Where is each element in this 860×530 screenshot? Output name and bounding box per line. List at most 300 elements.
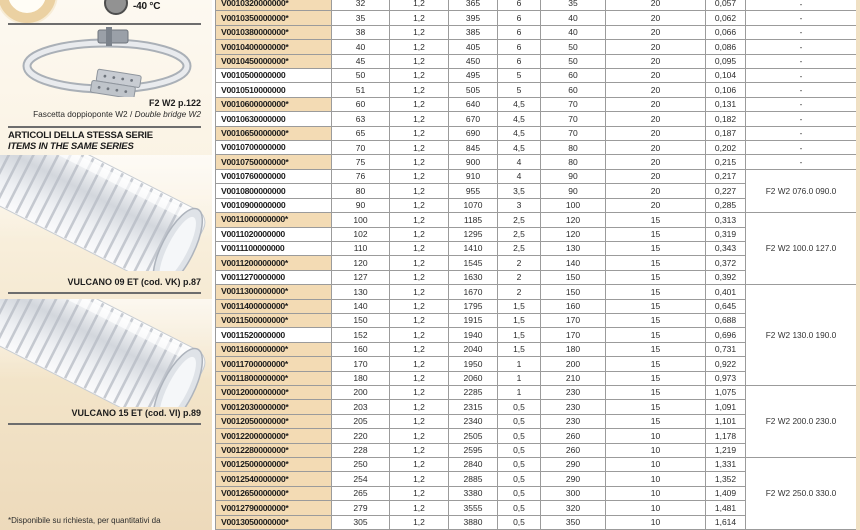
spec-cell: 1,614 — [706, 515, 746, 529]
product-code-cell: V0011520000000 — [216, 328, 332, 342]
spec-cell: 1,2 — [390, 515, 449, 529]
clamp-ref-cell: - — [746, 40, 857, 54]
spec-cell: 1,2 — [390, 126, 449, 140]
product-code-cell: V0010500000000 — [216, 69, 332, 83]
spec-cell: 385 — [449, 25, 498, 39]
spec-cell: 10 — [606, 443, 706, 457]
spec-cell: 910 — [449, 169, 498, 183]
spec-cell: 1,5 — [498, 328, 541, 342]
spec-cell: 0,372 — [706, 256, 746, 270]
spec-cell: 670 — [449, 112, 498, 126]
table-row — [216, 213, 857, 227]
spec-cell: 102 — [332, 227, 390, 241]
spec-cell: 15 — [606, 328, 706, 342]
spec-cell: 100 — [541, 198, 606, 212]
product-code-cell: V0011600000000* — [216, 342, 332, 356]
clamp-ref-cell: - — [746, 54, 857, 68]
spec-cell: 15 — [606, 400, 706, 414]
spec-cell: 230 — [541, 414, 606, 428]
spec-cell: 1,2 — [390, 0, 449, 11]
spec-cell: 20 — [606, 69, 706, 83]
spec-cell: 0,973 — [706, 371, 746, 385]
spec-cell: 1,2 — [390, 429, 449, 443]
spec-cell: 35 — [541, 0, 606, 11]
product-code-cell: V0010400000000* — [216, 40, 332, 54]
spec-cell: 170 — [332, 357, 390, 371]
spec-cell: 4 — [498, 155, 541, 169]
spec-cell: 1,2 — [390, 83, 449, 97]
spec-cell: 0,5 — [498, 443, 541, 457]
spec-cell: 0,5 — [498, 400, 541, 414]
spec-cell: 1940 — [449, 328, 498, 342]
spec-cell: 160 — [332, 342, 390, 356]
spec-cell: 5 — [498, 69, 541, 83]
spec-cell: 45 — [332, 54, 390, 68]
spec-cell: 150 — [541, 270, 606, 284]
spec-cell: 10 — [606, 501, 706, 515]
spec-cell: 20 — [606, 126, 706, 140]
spec-cell: 1,2 — [390, 155, 449, 169]
spec-cell: 80 — [541, 141, 606, 155]
spec-cell: 80 — [332, 184, 390, 198]
spec-cell: 63 — [332, 112, 390, 126]
spec-cell: 15 — [606, 414, 706, 428]
spec-cell: 20 — [606, 25, 706, 39]
spec-cell: 0,688 — [706, 313, 746, 327]
spec-cell: 220 — [332, 429, 390, 443]
product-code-cell: V0012030000000* — [216, 400, 332, 414]
spec-cell: 130 — [541, 241, 606, 255]
spec-cell: 1,2 — [390, 40, 449, 54]
spec-cell: 4,5 — [498, 112, 541, 126]
spec-cell: 1,2 — [390, 328, 449, 342]
spec-cell: 1,2 — [390, 241, 449, 255]
spec-cell: 1,409 — [706, 486, 746, 500]
spec-cell: 230 — [541, 400, 606, 414]
spec-cell: 76 — [332, 169, 390, 183]
spec-cell: 10 — [606, 515, 706, 529]
spec-cell: 20 — [606, 169, 706, 183]
spec-cell: 0,187 — [706, 126, 746, 140]
spec-cell: 3880 — [449, 515, 498, 529]
spec-cell: 90 — [332, 198, 390, 212]
spec-cell: 15 — [606, 342, 706, 356]
spec-cell: 150 — [332, 313, 390, 327]
spec-cell: 0,319 — [706, 227, 746, 241]
spec-cell: 20 — [606, 198, 706, 212]
spec-cell: 845 — [449, 141, 498, 155]
spec-cell: 0,392 — [706, 270, 746, 284]
divider — [8, 423, 201, 425]
rating-ring-icon — [0, 0, 56, 23]
page-margin-strip — [856, 0, 860, 530]
spec-cell: 6 — [498, 40, 541, 54]
product-code-cell: V0010450000000* — [216, 54, 332, 68]
spec-cell: 140 — [332, 299, 390, 313]
spec-cell: 395 — [449, 11, 498, 25]
spec-cell: 1795 — [449, 299, 498, 313]
spec-cell: 0,062 — [706, 11, 746, 25]
spec-cell: 0,104 — [706, 69, 746, 83]
product-code-cell: V0010630000000 — [216, 112, 332, 126]
spec-cell: 0,343 — [706, 241, 746, 255]
spec-cell: 20 — [606, 112, 706, 126]
clamp-caption — [33, 109, 201, 119]
spec-cell: 2 — [498, 270, 541, 284]
spec-cell: 1,2 — [390, 486, 449, 500]
spec-cell: 120 — [541, 227, 606, 241]
product-code-cell: V0010600000000* — [216, 97, 332, 111]
spec-cell: 1,2 — [390, 169, 449, 183]
product-code-cell: V0012500000000* — [216, 458, 332, 472]
product-code-cell: V0011800000000* — [216, 371, 332, 385]
availability-footnote: *Disponibile su richiesta, per quantitativi da — [8, 516, 161, 525]
product-code-cell: V0012650000000* — [216, 486, 332, 500]
spec-cell: 0,202 — [706, 141, 746, 155]
product-code-cell: V0012000000000* — [216, 385, 332, 399]
spec-cell: 1,2 — [390, 371, 449, 385]
product-code-cell: V0011000000000* — [216, 213, 332, 227]
clamp-ref-cell: - — [746, 69, 857, 83]
product-code-cell: V0010900000000 — [216, 198, 332, 212]
clamp-product-image — [8, 27, 206, 97]
spec-cell: 15 — [606, 256, 706, 270]
spec-cell: 35 — [332, 11, 390, 25]
spec-cell: 1 — [498, 357, 541, 371]
spec-cell: 0,086 — [706, 40, 746, 54]
spec-cell: 4,5 — [498, 141, 541, 155]
spec-cell: 2,5 — [498, 241, 541, 255]
spec-cell: 1410 — [449, 241, 498, 255]
spec-table — [215, 0, 857, 530]
spec-cell: 120 — [541, 213, 606, 227]
spec-cell: 0,227 — [706, 184, 746, 198]
product-code-cell: V0012200000000* — [216, 429, 332, 443]
product-code-cell: V0012050000000* — [216, 414, 332, 428]
spec-cell: 60 — [541, 83, 606, 97]
spec-cell: 1,101 — [706, 414, 746, 428]
spec-cell: 640 — [449, 97, 498, 111]
spec-cell: 1295 — [449, 227, 498, 241]
product-code-cell: V0011020000000 — [216, 227, 332, 241]
spec-cell: 2315 — [449, 400, 498, 414]
product-code-cell: V0012790000000* — [216, 501, 332, 515]
spec-cell: 15 — [606, 385, 706, 399]
spec-cell: 3555 — [449, 501, 498, 515]
spec-cell: 20 — [606, 83, 706, 97]
spec-cell: 2 — [498, 256, 541, 270]
spec-cell: 4,5 — [498, 126, 541, 140]
table-row — [216, 385, 857, 399]
spec-cell: 38 — [332, 25, 390, 39]
spec-cell: 203 — [332, 400, 390, 414]
spec-cell: 320 — [541, 501, 606, 515]
spec-cell: 1630 — [449, 270, 498, 284]
spec-cell: 20 — [606, 40, 706, 54]
table-row — [216, 69, 857, 83]
product-code-cell: V0010380000000* — [216, 25, 332, 39]
series-heading-english: ITEMS IN THE SAME SERIES — [8, 141, 134, 152]
spec-cell: 10 — [606, 486, 706, 500]
spec-cell: 75 — [332, 155, 390, 169]
product-code-cell: V0010510000000 — [216, 83, 332, 97]
spec-cell: 0,285 — [706, 198, 746, 212]
spec-cell: 20 — [606, 54, 706, 68]
spec-cell: 2840 — [449, 458, 498, 472]
spec-cell: 1,331 — [706, 458, 746, 472]
spec-cell: 1,2 — [390, 25, 449, 39]
product-code-cell: V0010800000000 — [216, 184, 332, 198]
spec-cell: 20 — [606, 0, 706, 11]
spec-cell: 1,352 — [706, 472, 746, 486]
spec-cell: 15 — [606, 313, 706, 327]
related-item-caption: VULCANO 15 ET (cod. VI) p.89 — [71, 408, 201, 418]
clamp-ref-cell: - — [746, 141, 857, 155]
spec-cell: 40 — [332, 40, 390, 54]
temperature-icon — [104, 0, 128, 15]
spec-cell: 0,401 — [706, 285, 746, 299]
spec-cell: 505 — [449, 83, 498, 97]
spec-cell: 1,2 — [390, 400, 449, 414]
spec-cell: 1,2 — [390, 256, 449, 270]
spec-cell: 0,215 — [706, 155, 746, 169]
spec-cell: 690 — [449, 126, 498, 140]
spec-cell: 3380 — [449, 486, 498, 500]
spec-cell: 1,2 — [390, 198, 449, 212]
spec-cell: 1915 — [449, 313, 498, 327]
spec-cell: 1,219 — [706, 443, 746, 457]
spec-cell: 1,2 — [390, 97, 449, 111]
spec-cell: 1 — [498, 385, 541, 399]
spec-cell: 495 — [449, 69, 498, 83]
spec-cell: 60 — [541, 69, 606, 83]
spec-cell: 150 — [541, 285, 606, 299]
product-code-cell: V0010760000000 — [216, 169, 332, 183]
spec-cell: 250 — [332, 458, 390, 472]
spec-cell: 20 — [606, 11, 706, 25]
series-heading-italian: ARTICOLI DELLA STESSA SERIE — [8, 130, 153, 141]
spec-cell: 1,178 — [706, 429, 746, 443]
product-code-cell: V0011500000000* — [216, 313, 332, 327]
clamp-ref-cell: - — [746, 83, 857, 97]
spec-cell: 1,2 — [390, 270, 449, 284]
spec-cell: 254 — [332, 472, 390, 486]
spec-cell: 0,5 — [498, 414, 541, 428]
spec-cell: 127 — [332, 270, 390, 284]
spec-cell: 0,5 — [498, 515, 541, 529]
spec-cell: 350 — [541, 515, 606, 529]
divider — [8, 23, 201, 25]
table-row — [216, 0, 857, 11]
spec-cell: 0,696 — [706, 328, 746, 342]
spec-cell: 1,2 — [390, 184, 449, 198]
spec-cell: 2285 — [449, 385, 498, 399]
spec-cell: 10 — [606, 429, 706, 443]
spec-cell: 1 — [498, 371, 541, 385]
spec-table-body — [216, 0, 857, 530]
spec-cell: 279 — [332, 501, 390, 515]
spec-cell: 2,5 — [498, 213, 541, 227]
table-row — [216, 285, 857, 299]
spec-cell: 20 — [606, 155, 706, 169]
spec-cell: 40 — [541, 11, 606, 25]
spec-cell: 180 — [332, 371, 390, 385]
clamp-ref-cell: F2 W2 130.0 190.0 — [746, 285, 857, 386]
spec-cell: 130 — [332, 285, 390, 299]
product-code-cell: V0010320000000* — [216, 0, 332, 11]
table-row — [216, 112, 857, 126]
spec-cell: 90 — [541, 184, 606, 198]
spec-cell: 1,5 — [498, 313, 541, 327]
spec-cell: 1,2 — [390, 11, 449, 25]
spec-cell: 15 — [606, 371, 706, 385]
spec-cell: 15 — [606, 357, 706, 371]
clamp-ref-cell: - — [746, 126, 857, 140]
spec-cell: 2595 — [449, 443, 498, 457]
hose-product-image-vulcano-09 — [0, 155, 212, 271]
spec-cell: 15 — [606, 227, 706, 241]
spec-cell: 405 — [449, 40, 498, 54]
spec-cell: 0,313 — [706, 213, 746, 227]
spec-table-container — [215, 0, 857, 530]
spec-cell: 2885 — [449, 472, 498, 486]
spec-cell: 265 — [332, 486, 390, 500]
spec-cell: 1545 — [449, 256, 498, 270]
spec-cell: 1070 — [449, 198, 498, 212]
spec-cell: 1,2 — [390, 414, 449, 428]
spec-cell: 100 — [332, 213, 390, 227]
spec-cell: 1,2 — [390, 443, 449, 457]
spec-cell: 1670 — [449, 285, 498, 299]
divider — [8, 292, 201, 294]
clamp-ref-cell: - — [746, 25, 857, 39]
table-row — [216, 155, 857, 169]
spec-cell: 0,731 — [706, 342, 746, 356]
clamp-ref-cell: - — [746, 0, 857, 11]
spec-cell: 1,2 — [390, 69, 449, 83]
spec-cell: 70 — [541, 126, 606, 140]
spec-cell: 180 — [541, 342, 606, 356]
spec-cell: 0,066 — [706, 25, 746, 39]
spec-cell: 1,2 — [390, 385, 449, 399]
table-row — [216, 169, 857, 183]
spec-cell: 300 — [541, 486, 606, 500]
spec-cell: 40 — [541, 25, 606, 39]
spec-cell: 110 — [332, 241, 390, 255]
clamp-ref-cell: F2 W2 100.0 127.0 — [746, 213, 857, 285]
spec-cell: 1,2 — [390, 501, 449, 515]
product-code-cell: V0011400000000* — [216, 299, 332, 313]
table-row — [216, 458, 857, 472]
clamp-ref-cell: F2 W2 200.0 230.0 — [746, 385, 857, 457]
spec-cell: 50 — [541, 40, 606, 54]
spec-cell: 20 — [606, 184, 706, 198]
spec-cell: 2040 — [449, 342, 498, 356]
spec-cell: 205 — [332, 414, 390, 428]
spec-cell: 1,091 — [706, 400, 746, 414]
spec-cell: 6 — [498, 54, 541, 68]
spec-cell: 5 — [498, 83, 541, 97]
spec-cell: 3 — [498, 198, 541, 212]
spec-cell: 450 — [449, 54, 498, 68]
spec-cell: 260 — [541, 443, 606, 457]
spec-cell: 6 — [498, 11, 541, 25]
product-code-cell: V0011300000000* — [216, 285, 332, 299]
product-code-cell: V0011200000000* — [216, 256, 332, 270]
spec-cell: 1,2 — [390, 357, 449, 371]
spec-cell: 0,5 — [498, 429, 541, 443]
spec-cell: 60 — [332, 97, 390, 111]
spec-cell: 20 — [606, 97, 706, 111]
spec-cell: 0,131 — [706, 97, 746, 111]
spec-cell: 260 — [541, 429, 606, 443]
spec-cell: 0,645 — [706, 299, 746, 313]
spec-cell: 120 — [332, 256, 390, 270]
spec-cell: 1950 — [449, 357, 498, 371]
clamp-caption-it: Fascetta doppioponte W2 / — [33, 109, 135, 119]
table-row — [216, 54, 857, 68]
spec-cell: 900 — [449, 155, 498, 169]
spec-cell: 32 — [332, 0, 390, 11]
spec-cell: 50 — [541, 54, 606, 68]
table-row — [216, 97, 857, 111]
product-code-cell: V0012280000000* — [216, 443, 332, 457]
spec-cell: 210 — [541, 371, 606, 385]
clamp-ref-cell: - — [746, 97, 857, 111]
clamp-reference: F2 W2 p.122 — [148, 98, 201, 108]
spec-cell: 15 — [606, 299, 706, 313]
spec-cell: 20 — [606, 141, 706, 155]
spec-cell: 365 — [449, 0, 498, 11]
spec-cell: 65 — [332, 126, 390, 140]
product-code-cell: V0011700000000* — [216, 357, 332, 371]
spec-cell: 200 — [332, 385, 390, 399]
clamp-ref-cell: F2 W2 076.0 090.0 — [746, 169, 857, 212]
product-code-cell: V0012540000000* — [216, 472, 332, 486]
table-row — [216, 83, 857, 97]
table-row — [216, 25, 857, 39]
spec-cell: 15 — [606, 213, 706, 227]
spec-cell: 0,106 — [706, 83, 746, 97]
product-code-cell: V0010750000000* — [216, 155, 332, 169]
spec-cell: 1,2 — [390, 54, 449, 68]
spec-cell: 160 — [541, 299, 606, 313]
spec-cell: 15 — [606, 241, 706, 255]
spec-cell: 4 — [498, 169, 541, 183]
spec-cell: 70 — [332, 141, 390, 155]
catalog-sidebar — [0, 0, 212, 530]
spec-cell: 170 — [541, 328, 606, 342]
spec-cell: 6 — [498, 0, 541, 11]
spec-cell: 290 — [541, 458, 606, 472]
spec-cell: 10 — [606, 472, 706, 486]
spec-cell: 0,217 — [706, 169, 746, 183]
product-code-cell: V0011100000000 — [216, 241, 332, 255]
spec-cell: 15 — [606, 285, 706, 299]
spec-cell: 1,2 — [390, 342, 449, 356]
clamp-ref-cell: - — [746, 11, 857, 25]
clamp-caption-en: Double bridge W2 — [134, 109, 201, 119]
spec-cell: 2340 — [449, 414, 498, 428]
spec-cell: 305 — [332, 515, 390, 529]
spec-cell: 2 — [498, 285, 541, 299]
spec-cell: 955 — [449, 184, 498, 198]
spec-cell: 1,481 — [706, 501, 746, 515]
spec-cell: 1,2 — [390, 285, 449, 299]
spec-cell: 228 — [332, 443, 390, 457]
product-code-cell: V0010650000000* — [216, 126, 332, 140]
spec-cell: 1,2 — [390, 112, 449, 126]
